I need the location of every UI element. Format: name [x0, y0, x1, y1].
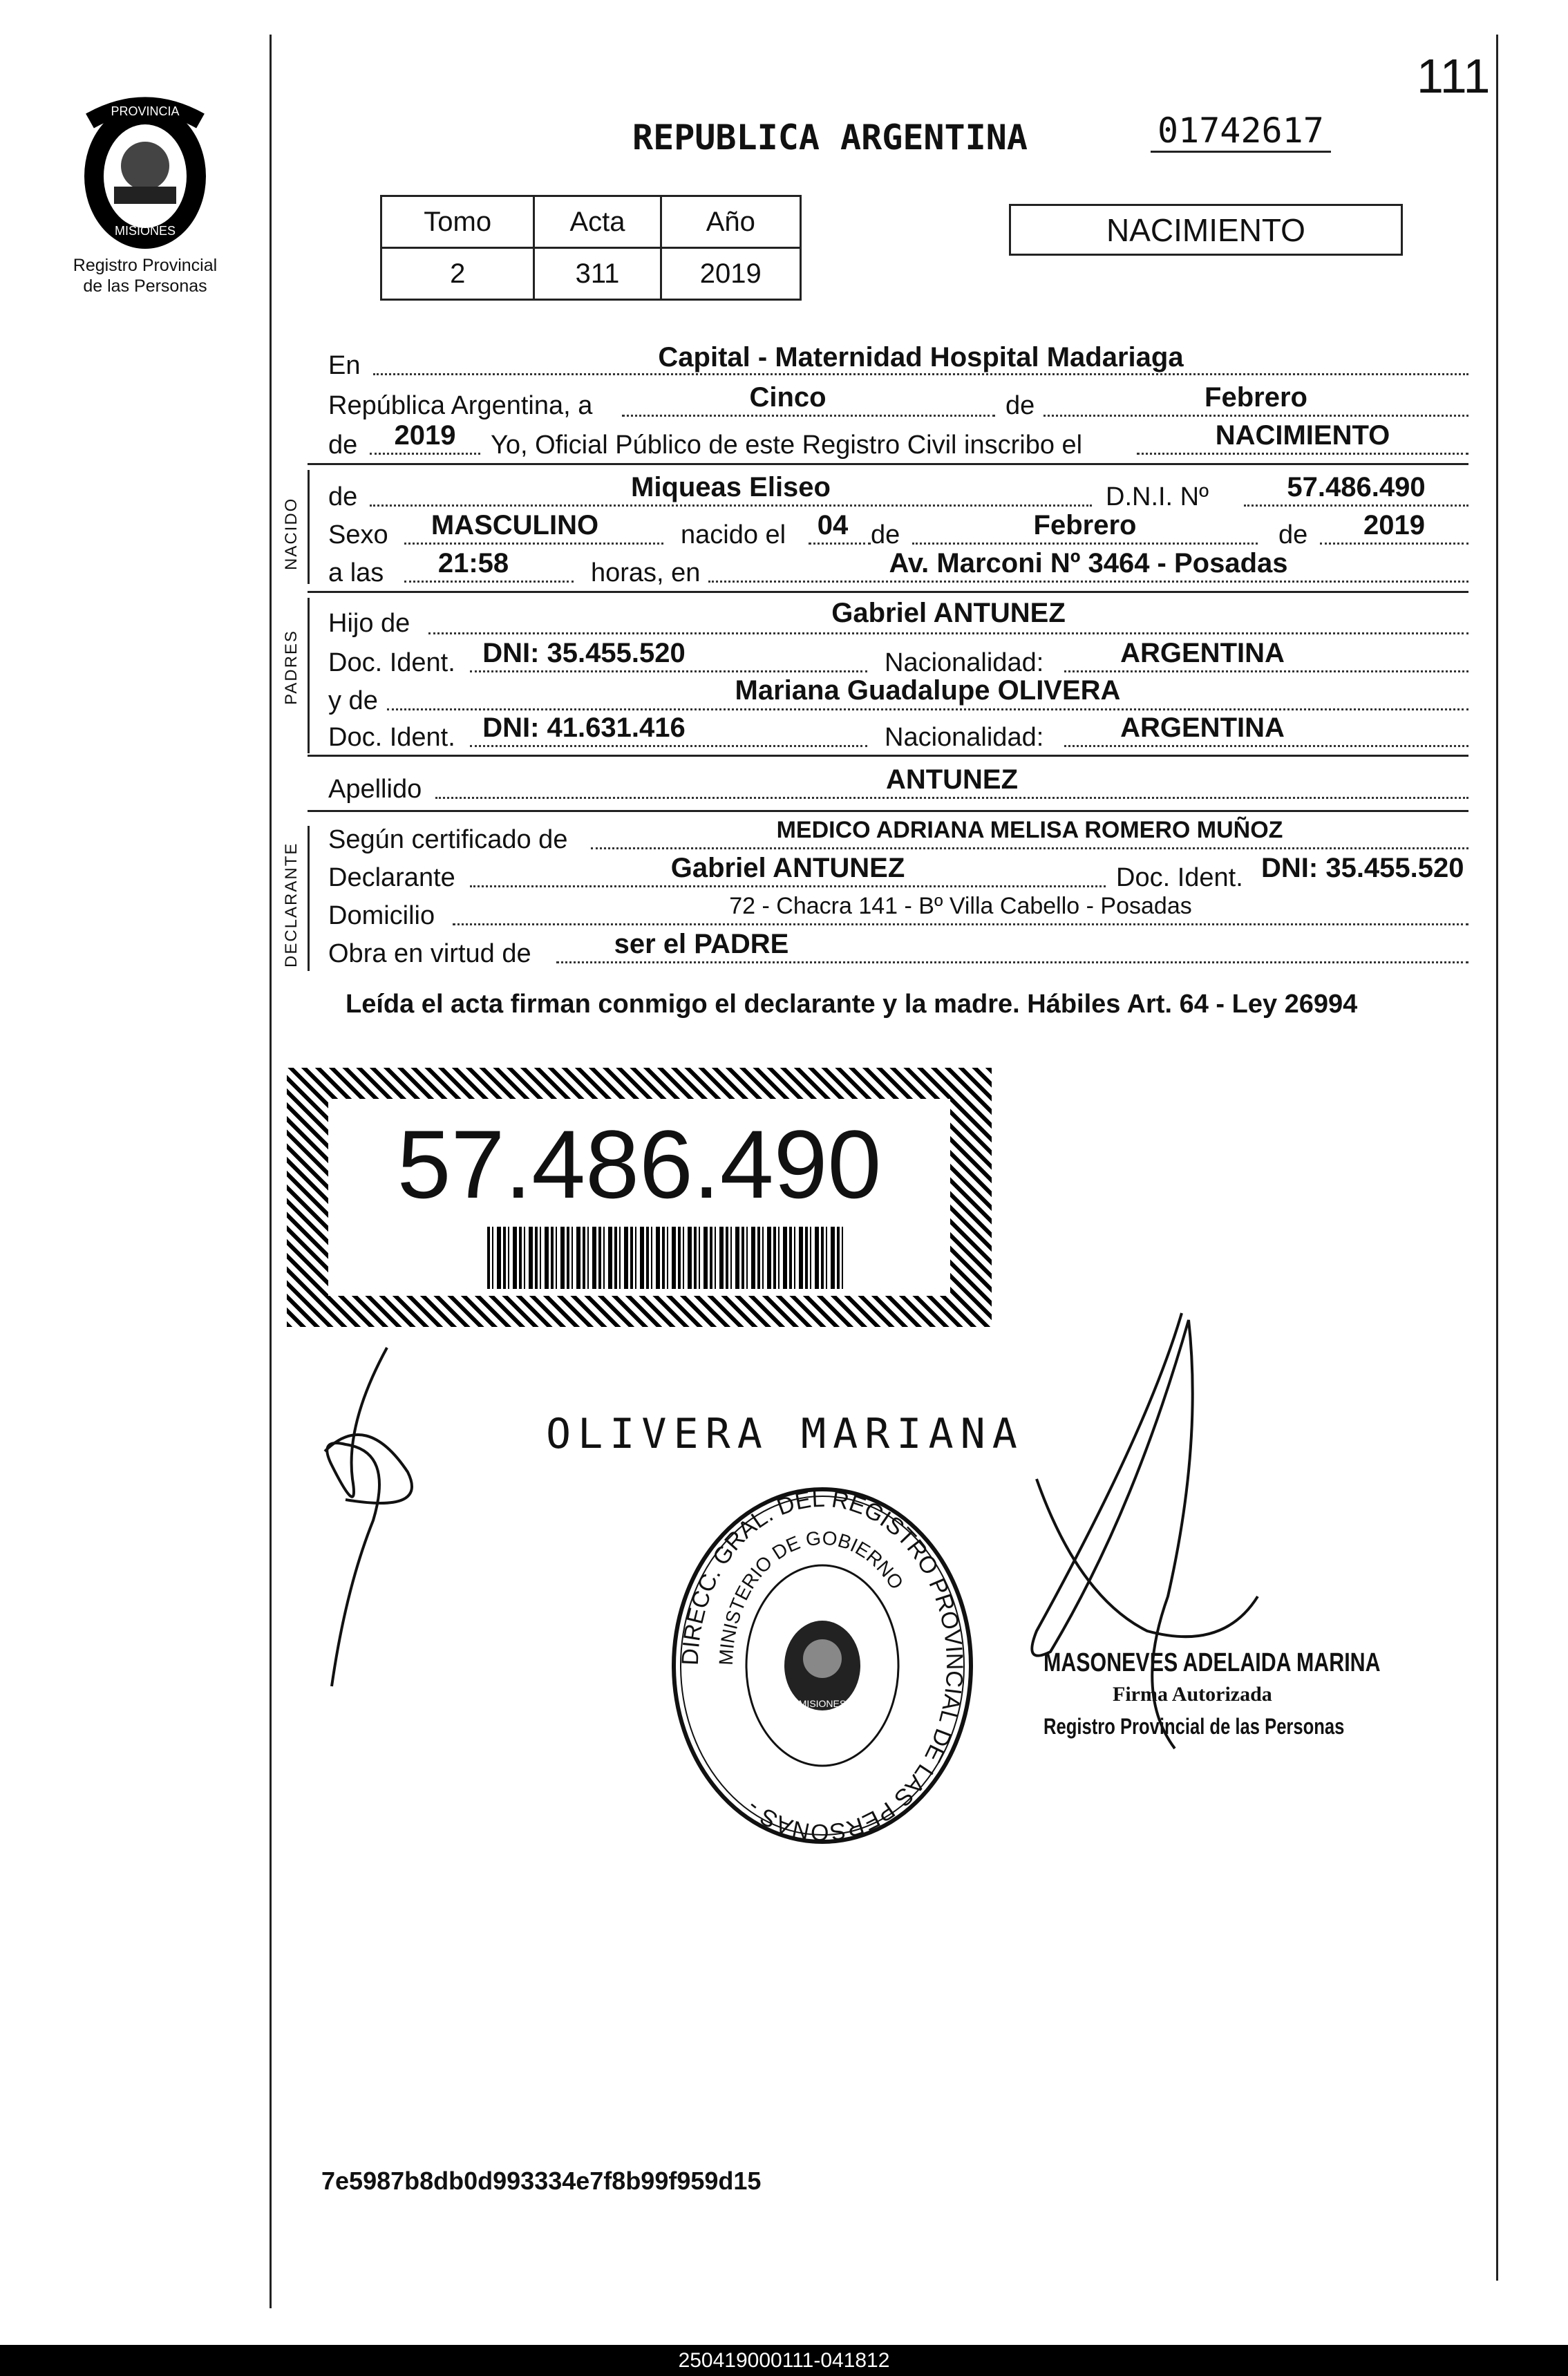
child-dni-value: 57.486.490 — [1287, 472, 1426, 502]
dots — [1064, 670, 1468, 672]
mother-nationality-value: ARGENTINA — [1120, 713, 1285, 743]
dots — [387, 708, 1468, 710]
official-office: Registro Provincial de las Personas — [1043, 1714, 1345, 1739]
section-divider — [308, 591, 1468, 593]
seal-center-text: MISIONES — [798, 1698, 847, 1709]
birth-time-value: 21:58 — [437, 548, 509, 578]
de-label: de — [328, 431, 358, 460]
svg-text:MISIONES: MISIONES — [114, 224, 176, 238]
dni-sticker-number: 57.486.490 — [397, 1110, 882, 1218]
dots — [1043, 415, 1468, 417]
dots — [470, 885, 1106, 887]
sex-value: MASCULINO — [431, 510, 599, 540]
surname-value: ANTUNEZ — [885, 764, 1019, 795]
dots — [373, 373, 1468, 375]
acts-by-virtue-label: Obra en virtud de — [328, 939, 531, 968]
dni-sticker-panel — [328, 1099, 950, 1296]
dots — [435, 797, 1468, 799]
section-divider — [308, 463, 1468, 465]
dots — [370, 505, 1092, 507]
birth-day-value: 04 — [817, 510, 849, 540]
de-label: de — [1005, 391, 1035, 420]
mother-name-value: Mariana Guadalupe OLIVERA — [735, 675, 1121, 706]
anio-header: Año — [661, 196, 800, 248]
de-label: de — [328, 482, 358, 511]
barcode — [487, 1227, 847, 1289]
sexo-label: Sexo — [328, 520, 388, 549]
nationality-label: Nacionalidad: — [885, 723, 1044, 752]
dots — [470, 745, 867, 747]
right-margin-line — [1496, 35, 1498, 2281]
official-title: Firma Autorizada — [1113, 1683, 1272, 1706]
son-of-label: Hijo de — [328, 609, 410, 638]
birth-year-value: 2019 — [1363, 510, 1425, 540]
closing-text: Leída el acta firman conmigo el declarante y la madre. Hábiles Art. 64 - Ley 26994 — [346, 990, 1358, 1019]
certificate-value: MEDICO ADRIANA MELISA ROMERO MUÑOZ — [776, 817, 1283, 843]
dots — [1320, 543, 1468, 545]
logo-caption-line2: de las Personas — [83, 276, 207, 296]
father-nationality-value: ARGENTINA — [1120, 638, 1285, 668]
declarant-label: Declarante — [328, 863, 455, 892]
dots — [556, 961, 1468, 963]
father-name-value: Gabriel ANTUNEZ — [831, 598, 1066, 628]
record-kind-value: NACIMIENTO — [1215, 420, 1390, 451]
dots — [428, 632, 1468, 634]
record-type-box — [1009, 204, 1403, 256]
acta-header: Acta — [534, 196, 661, 248]
dots — [591, 847, 1468, 849]
born-on-label: nacido el — [681, 520, 786, 549]
child-name-value: Miqueas Eliseo — [631, 472, 831, 502]
section-bracket — [308, 470, 310, 584]
padres-side-label: PADRES — [282, 630, 301, 705]
dots — [404, 543, 663, 545]
dots — [912, 543, 1258, 545]
seal-inner-text: MINISTERIO DE GOBIERNO — [715, 1527, 908, 1666]
dots — [708, 581, 1468, 583]
declarante-side-label: DECLARANTE — [282, 842, 301, 968]
dots — [404, 581, 574, 583]
day-text-value: Cinco — [749, 382, 826, 413]
acts-by-virtue-value: ser el PADRE — [614, 929, 789, 959]
tomo-header: Tomo — [381, 196, 534, 248]
mother-dni-value: DNI: 41.631.416 — [482, 713, 686, 743]
dots — [470, 670, 867, 672]
anio-value: 2019 — [661, 248, 800, 300]
footer-bar — [0, 2345, 1568, 2376]
dots — [453, 923, 1468, 925]
dots — [622, 415, 995, 417]
doc-ident-label: Doc. Ident. — [328, 723, 455, 752]
section-bracket — [308, 598, 310, 753]
dots — [1064, 745, 1468, 747]
address-value: 72 - Chacra 141 - Bº Villa Cabello - Posadas — [729, 893, 1192, 919]
hours-in-label: horas, en — [591, 558, 701, 587]
mother-handwritten-name: OLIVERA MARIANA — [546, 1410, 1024, 1458]
official-seal — [670, 1486, 974, 1845]
place-value: Capital - Maternidad Hospital Madariaga — [658, 342, 1184, 373]
dots — [1137, 453, 1468, 455]
birth-place-value: Av. Marconi Nº 3464 - Posadas — [889, 548, 1288, 578]
republica-label: República Argentina, a — [328, 391, 593, 420]
footer-code: 250419000111-041812 — [678, 2348, 890, 2372]
left-margin-line — [270, 35, 272, 2308]
dni-sticker — [287, 1068, 992, 1327]
acta-value: 311 — [534, 248, 661, 300]
birth-month-value: Febrero — [1033, 510, 1137, 540]
tomo-value: 2 — [381, 248, 534, 300]
surname-label: Apellido — [328, 775, 422, 804]
logo-caption-line1: Registro Provincial — [73, 256, 218, 275]
country-title: REPUBLICA ARGENTINA — [632, 117, 1028, 158]
declarant-dni-value: DNI: 35.455.520 — [1261, 853, 1464, 883]
certificate-label: Según certificado de — [328, 825, 568, 854]
doc-ident-label: Doc. Ident. — [328, 648, 455, 677]
page-number: 111 — [1417, 49, 1491, 103]
de-label: de — [1278, 520, 1308, 549]
de-label: de — [871, 520, 900, 549]
official-name: MASONEVES ADELAIDA MARINA — [1043, 1648, 1381, 1677]
svg-text:PROVINCIA: PROVINCIA — [111, 104, 180, 118]
province-logo — [76, 93, 214, 252]
serial-number: 01742617 — [1151, 111, 1331, 153]
section-divider — [308, 755, 1468, 757]
father-dni-value: DNI: 35.455.520 — [482, 638, 686, 668]
en-label: En — [328, 351, 361, 380]
dots — [1244, 505, 1468, 507]
year-value: 2019 — [394, 420, 456, 451]
dni-label: D.N.I. Nº — [1106, 482, 1209, 511]
time-label: a las — [328, 558, 384, 587]
section-divider — [308, 810, 1468, 812]
nacido-side-label: NACIDO — [282, 497, 301, 570]
dots — [370, 453, 480, 455]
doc-ident-label: Doc. Ident. — [1116, 863, 1243, 892]
register-table — [380, 195, 802, 301]
address-label: Domicilio — [328, 901, 435, 930]
declarant-signature — [304, 1341, 442, 1700]
official-statement-label: Yo, Oficial Público de este Registro Civil inscribo el — [491, 431, 1083, 460]
month-value: Febrero — [1205, 382, 1307, 413]
document-hash: 7e5987b8db0d993334e7f8b99f959d15 — [321, 2167, 762, 2195]
dots — [809, 543, 871, 545]
seal-outer-text: DIRECC. GRAL. DEL REGISTRO PROVINCIAL DE LAS PERSONAS - — [677, 1486, 968, 1845]
and-of-label: y de — [328, 686, 378, 715]
record-type: NACIMIENTO — [1106, 211, 1305, 248]
section-bracket — [308, 826, 310, 971]
nationality-label: Nacionalidad: — [885, 648, 1044, 677]
declarant-value: Gabriel ANTUNEZ — [670, 853, 905, 883]
